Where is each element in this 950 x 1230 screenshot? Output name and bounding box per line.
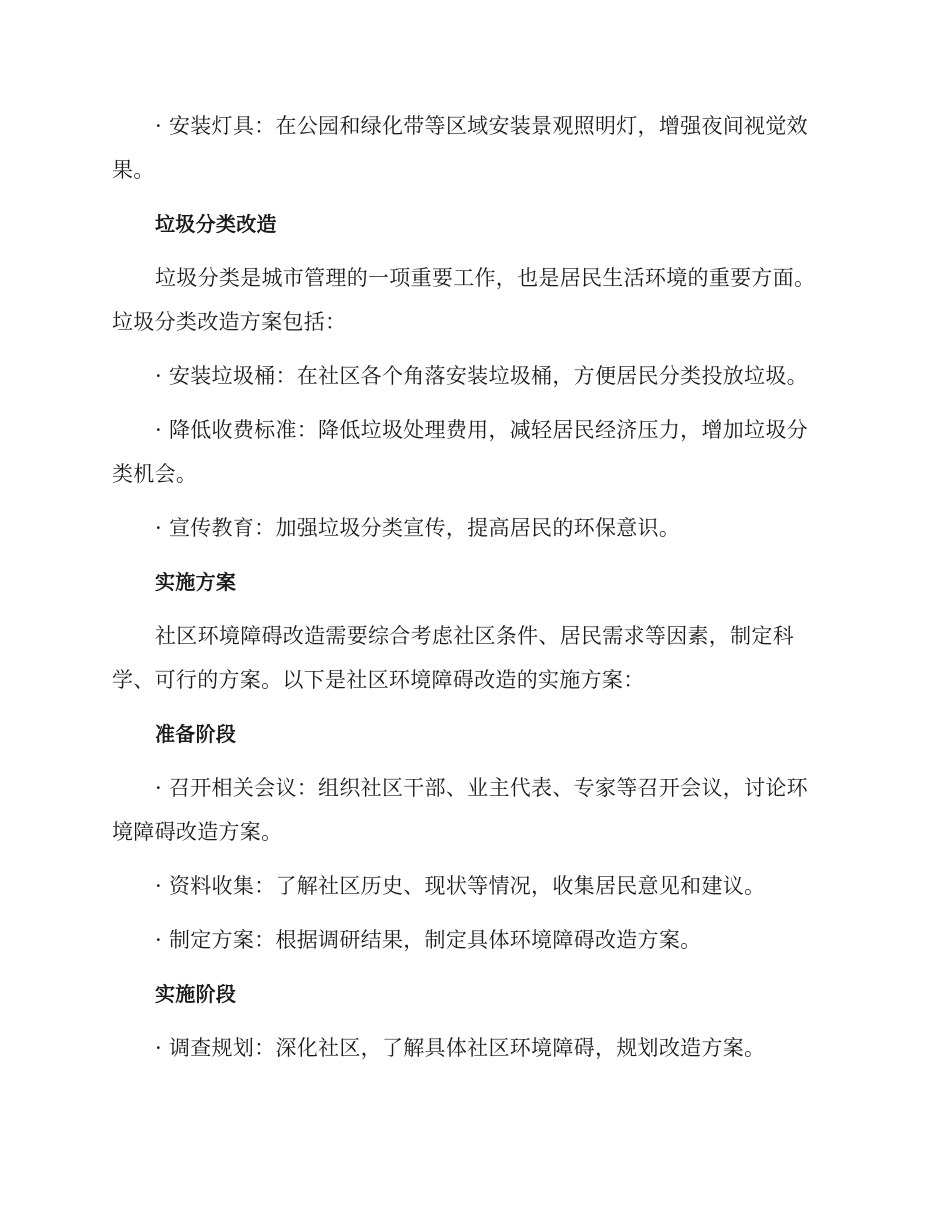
- bullet-survey-planning: · 调查规划：深化社区，了解具体社区环境障碍，规划改造方案。: [155, 1036, 766, 1060]
- bullet-meetings: · 召开相关会议：组织社区干部、业主代表、专家等召开会议，讨论环境障碍改造方案。: [112, 776, 808, 844]
- document-page: [112, 104, 824, 1080]
- heading-implementation-plan: 实施方案: [155, 570, 237, 594]
- bullet-install-bins: · 安装垃圾桶：在社区各个角落安装垃圾桶，方便居民分类投放垃圾。: [155, 364, 808, 388]
- bullet-lower-fees: · 降低收费标准：降低垃圾处理费用，减轻居民经济压力，增加垃圾分类机会。: [112, 418, 808, 486]
- heading-execution-stage: 实施阶段: [155, 982, 237, 1006]
- heading-preparation-stage: 准备阶段: [155, 722, 237, 746]
- bullet-data-collection: · 资料收集：了解社区历史、现状等情况，收集居民意见和建议。: [155, 874, 766, 898]
- heading-garbage-sorting: 垃圾分类改造: [155, 212, 277, 236]
- paragraph-implementation-intro: 社区环境障碍改造需要综合考虑社区条件、居民需求等因素，制定科学、可行的方案。以下是社区环境障碍改造的实施方案：: [112, 624, 794, 692]
- bullet-education: · 宣传教育：加强垃圾分类宣传，提高居民的环保意识。: [155, 516, 681, 540]
- bullet-install-lights: · 安装灯具：在公园和绿化带等区域安装景观照明灯，增强夜间视觉效果。: [112, 114, 808, 182]
- bullet-make-plan: · 制定方案：根据调研结果，制定具体环境障碍改造方案。: [155, 928, 702, 952]
- paragraph-garbage-intro: 垃圾分类是城市管理的一项重要工作，也是居民生活环境的重要方面。垃圾分类改造方案包括：: [112, 266, 816, 334]
